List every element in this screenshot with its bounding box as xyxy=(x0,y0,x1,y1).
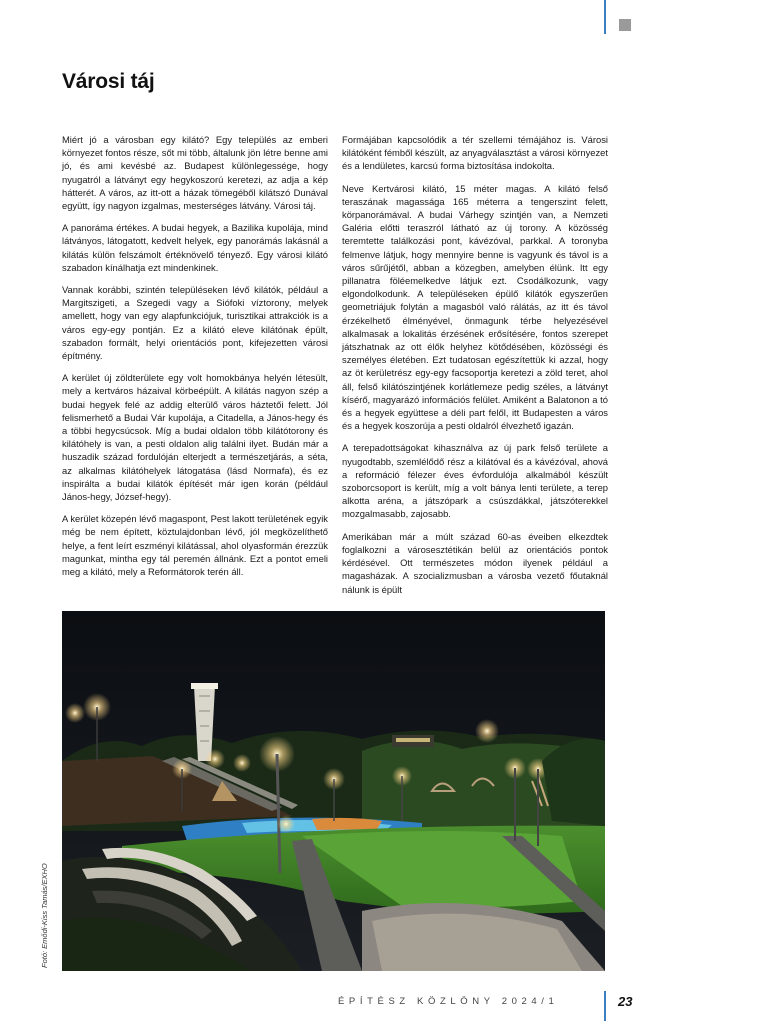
paragraph: Neve Kertvárosi kilátó, 15 méter magas. A kilátó felső teraszának magassága 165 méterra a tengerszint felett, körpanorámával. A budai Várhegy szintjén van, a Nemzeti Galéria előtti teraszról látható az új torony. A közösség teremtette találkozási pont, kávézóval, parkkal. A toronyba felmenve látjuk, hogy mennyire benne is vagyunk és távol is a város sűrűjétől, abban a közegben, amelyben élünk. Itt egy pillanatra föléemelkedve látjuk ezt. Csodálkozunk, vagy elgondolkodunk. A településeken épülő kilátók egyszerűen geometriájuk folytán a magasból való rálátás, az itt és távol érzékelhető élményével, önmagunk térbe helyezésével alkalmasak a lokalitás érzésének erősítésére, fontos szerepet játszhatnak az ott élők helyhez kötődésében, közösségi és személyes életében. Ezt tudatosan egészítettük ki azzal, hogy az öt kerületrész egy-egy facsoportja keretezi a zöld teret, ahol áll, felső kilátószintjének korlátlemeze pedig széles, a látványt kísérő, magyarázó információs felület. Amiként a Balatonon a tó és a hegyek együttese a déli part felől, itt Budapesten a város és a hegyek koszorúja a pesti oldalról élvezhető igazán. xyxy=(342,182,608,432)
paragraph: Vannak korábbi, szintén településeken lévő kilátók, például a Margitszigeti, a Szegedi vagy a Siófoki víztorony, melyek amellett, hogy van egy alapfunkciójuk, turisztikai attrakciók is a város egy-egy pontján. Ez a kilátó eleve kilátónak épült, szabadon formált, helyi orientációs pont, kifejezetten városi építmény. xyxy=(62,284,328,362)
paragraph: A panoráma értékes. A budai hegyek, a Bazilika kupolája, mind látványos, látogatott, kedvelt helyek, egy panorámás lakásnál a kilátás külön felszámolt értéknövelő tényező. Egy városi kilátó szabadon kínálhatja ezt mindenkinek. xyxy=(62,222,328,273)
paragraph: Formájában kapcsolódik a tér szellemi témájához is. Városi kilátóként fémből készült, az anyagválasztást a városi környezet és a lendületes, karcsú forma biztosítása indokolta. xyxy=(342,134,608,172)
photo-credit: Fotó: Emődi-Kiss Tamás/EXHO xyxy=(40,863,49,968)
text-column-left xyxy=(62,133,328,587)
text-column-right xyxy=(342,133,608,605)
paragraph: Amerikában már a múlt század 60-as éveiben elkezdtek foglalkozni a városesztétikán belül az orientációs pontok kérdésével. Ott természetes módon ilyenek például a magasházak. A szocializmusban a városba vezető főutaknál nálunk is épült xyxy=(342,530,608,595)
paragraph: A terepadottságokat kihasználva az új park felső területe a nyugodtabb, szemlélődő rész a kilátóval és a kávézóval, ahová a reformáció félezer éves évfordulója alkalmából készült szoborcsoport is került, míg a volt bánya lenti területe, a terep alkotta aréna, a játszópark a csúszdákkal, játszóterekkel mozgalmasabb, zajosabb. xyxy=(342,442,608,520)
paragraph: A kerület közepén lévő magaspont, Pest lakott területének egyik még be nem épített, köztulajdonban lévő, jól megközelíthető helye, a fent leírt eszményi kilátással, ahol olyasformán érezzük magunkat, mintha egy tál peremén állnánk. Ezt a pontot emeli meg a kilátó, mely a Reformátorok terén áll. xyxy=(62,513,328,578)
paragraph: A kerület új zöldterülete egy volt homokbánya helyén létesült, mely a kertváros házaival körbeépült. A kilátás nagyon szép a budai hegyek felé az addig elterülő város háztetői felett. Jól felismerhető a Budai Vár kupolája, a Citadella, a János-hegy és a többi hegycsúcsok. Míg a budai oldalon több kilátótorony és kilátóhely is van, a pesti oldalon alig találni ilyet. Budán már a huszadik század fordulóján elterjedt a természetjárás, a séta, az alkalmas kilátóhelyek látogatása (lásd Normafa), és ez inspirálta a budai kilátók építését már igen korán (például János-hegy, József-hegy). xyxy=(62,372,328,503)
paragraph: Miért jó a városban egy kilátó? Egy település az emberi környezet fontos része, sőt mi több, általunk jön létre benne ami jó, és ami kevésbé az. Budapest különlegessége, hogy nyugatról a látványt egy hegykoszorú keretezi, az adja a kép hátterét. A város, az itt-ott a házak tömegéből kilátszó Dunával együtt, így nagyon izgalmas, mesterséges látvány. Városi táj. xyxy=(62,134,328,212)
footer-accent-rule xyxy=(604,991,606,1021)
page-number: 23 xyxy=(618,994,633,1009)
publication-name: ÉPÍTÉSZ KÖZLÖNY 2024/1 xyxy=(338,996,559,1007)
article-title: Városi táj xyxy=(62,70,155,93)
corner-square-marker xyxy=(619,19,631,31)
park-night-photo xyxy=(62,611,605,971)
top-accent-rule xyxy=(604,0,606,34)
